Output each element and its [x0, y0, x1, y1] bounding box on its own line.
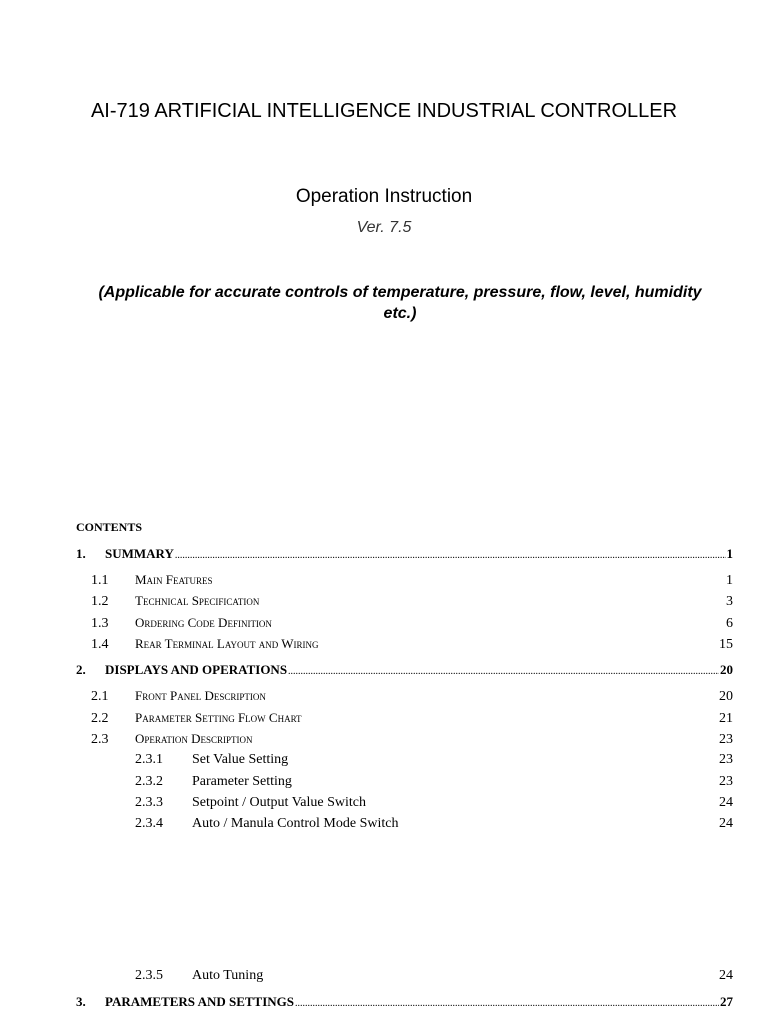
toc-number: 2. [76, 662, 86, 677]
toc-page-number: 6 [726, 616, 733, 631]
toc-page-number: 1 [726, 573, 733, 588]
toc-page-number: 23 [719, 752, 733, 767]
toc-page-number: 20 [720, 662, 733, 677]
toc-label: SUMMARY [105, 546, 174, 561]
toc-page-number: 27 [720, 994, 733, 1009]
toc-number: 2.3.4 [135, 816, 163, 831]
toc-number: 2.1 [91, 689, 109, 704]
toc-label: Front Panel Description [135, 688, 266, 703]
toc-page-number: 3 [726, 594, 733, 609]
toc-number: 1.2 [91, 594, 109, 609]
toc-number: 1. [76, 546, 86, 561]
document-title: AI-719 ARTIFICIAL INTELLIGENCE INDUSTRIAL CONTROLLER [90, 100, 678, 122]
toc-entry-auto-tuning[interactable] [76, 967, 733, 985]
toc-entry-parameter-setting[interactable] [76, 773, 733, 791]
toc-label: DISPLAYS AND OPERATIONS [105, 662, 288, 677]
toc-entry-summary[interactable] [76, 545, 733, 563]
toc-number: 1.4 [91, 637, 109, 652]
toc-page-number: 23 [719, 732, 733, 747]
toc-entry-parameter-flow-chart[interactable] [76, 709, 733, 727]
toc-label: Rear Terminal Layout and Wiring [135, 636, 319, 651]
toc-page-number: 24 [719, 968, 733, 983]
toc-number: 1.3 [91, 616, 109, 631]
toc-entry-main-features[interactable] [76, 571, 733, 589]
toc-number: 2.3.5 [135, 968, 163, 983]
toc-leader-dots [288, 663, 719, 681]
toc-leader-dots [295, 995, 719, 1013]
toc-label: Operation Description [135, 731, 253, 746]
toc-label: Auto Tuning [192, 968, 264, 983]
toc-entry-setpoint-output-switch[interactable] [76, 794, 733, 812]
toc-entry-technical-specification[interactable] [76, 592, 733, 610]
toc-page-number: 1 [726, 546, 733, 561]
toc-number: 2.2 [91, 711, 109, 726]
toc-label: Setpoint / Output Value Switch [192, 795, 366, 810]
toc-label: Parameter Setting Flow Chart [135, 710, 302, 725]
toc-label: Ordering Code Definition [135, 615, 272, 630]
toc-number: 2.3.3 [135, 795, 163, 810]
toc-entry-displays-operations[interactable] [76, 661, 733, 679]
document-subtitle: Operation Instruction [295, 186, 473, 207]
toc-label: Set Value Setting [192, 752, 289, 767]
toc-number: 2.3.1 [135, 752, 163, 767]
toc-entry-set-value-setting[interactable] [76, 751, 733, 769]
toc-entry-front-panel[interactable] [76, 687, 733, 705]
toc-leader-dots [175, 547, 726, 565]
toc-label: Technical Specification [135, 593, 260, 608]
toc-entry-operation-description[interactable] [76, 730, 733, 748]
toc-number: 2.3 [91, 732, 109, 747]
document-version: Ver. 7.5 [356, 219, 412, 236]
toc-entry-ordering-code[interactable] [76, 614, 733, 632]
toc-entry-auto-manual-switch[interactable] [76, 815, 733, 833]
toc-entry-parameters-settings[interactable] [76, 993, 733, 1011]
toc-page-number: 20 [719, 689, 733, 704]
toc-number: 3. [76, 994, 86, 1009]
toc-label: Parameter Setting [192, 774, 292, 789]
toc-page-number: 23 [719, 774, 733, 789]
contents-heading: CONTENTS [76, 520, 143, 534]
toc-label: Auto / Manula Control Mode Switch [192, 816, 399, 831]
toc-page-number: 24 [719, 795, 733, 810]
toc-page-number: 24 [719, 816, 733, 831]
toc-page-number: 15 [719, 637, 733, 652]
toc-label: PARAMETERS AND SETTINGS [105, 994, 295, 1009]
toc-number: 2.3.2 [135, 774, 163, 789]
toc-number: 1.1 [91, 573, 109, 588]
toc-entry-rear-terminal[interactable] [76, 635, 733, 653]
applicable-note: (Applicable for accurate controls of temperature, pressure, flow, level, humidity etc.) [98, 284, 702, 322]
toc-page-number: 21 [719, 711, 733, 726]
toc-label: Main Features [135, 572, 213, 587]
